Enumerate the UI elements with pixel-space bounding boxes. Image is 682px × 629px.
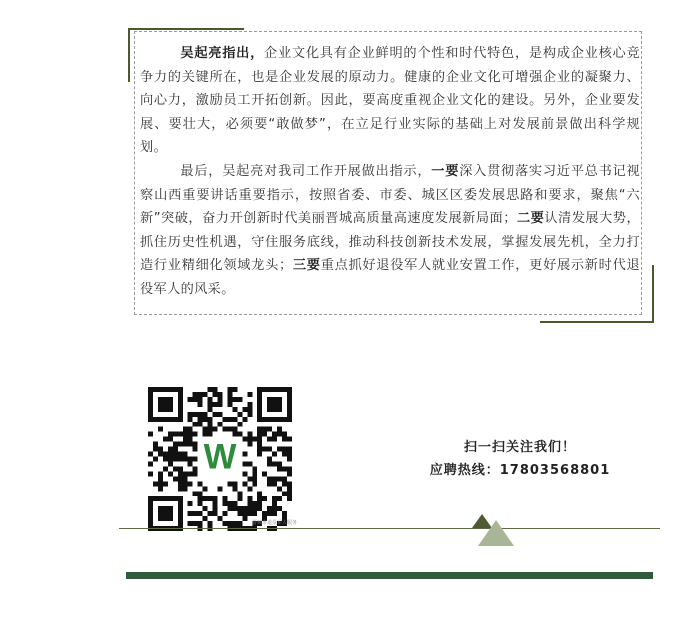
- point-2-label: 二要: [516, 211, 545, 227]
- paragraph-2-intro: 最后，吴起亮对我司工作开展做出指示，: [180, 164, 432, 179]
- qr-caption: 晋城市退役军人服务: [252, 520, 298, 526]
- article-paragraph-1: [140, 42, 640, 160]
- footer-divider: [119, 528, 660, 529]
- qr-code[interactable]: [148, 387, 292, 531]
- recruitment-hotline: 应聘热线：17803568801: [429, 463, 611, 478]
- point-3-text: 重点抓好退役军人就业安置工作，更好展示新时代退役军人的风采。: [140, 258, 640, 297]
- point-1-text: 深入贯彻落实习近平总书记视察山西重要讲话重要指示，按照省委、市委、城区区委发展思路和要求，聚焦“六新”突破，奋力开创新时代美丽晋城高质量高速度发展新局面；: [140, 164, 640, 227]
- speaker-lead: 吴起亮指出，: [180, 46, 265, 61]
- scan-follow-text: 扫一扫关注我们！: [463, 440, 576, 455]
- mountain-triangles-icon: [466, 512, 516, 548]
- qr-logo-icon: W: [203, 438, 237, 477]
- point-2-text: 认清发展大势，抓住历史性机遇，守住服务底线，推动科技创新技术发展，掌握发展先机，全力打造行业精细化领域龙头；: [140, 211, 640, 274]
- paragraph-1-body: 企业文化具有企业鲜明的个性和时代特色，是构成企业核心竞争力的关键所在，也是企业发展的原动力。健康的企业文化可增强企业的凝聚力、向心力，激励员工开拓创新。因此，要高度重视企业文化的建设。另外，企业要发展、要壮大，必须要“敢做梦”，在立足行业实际的基础上对发展前景做出科学规划。: [140, 46, 640, 156]
- article-paragraph-2: [140, 160, 640, 302]
- point-1-label: 一要: [431, 164, 460, 179]
- point-3-label: 三要: [292, 258, 321, 274]
- footer-bar: [126, 572, 653, 579]
